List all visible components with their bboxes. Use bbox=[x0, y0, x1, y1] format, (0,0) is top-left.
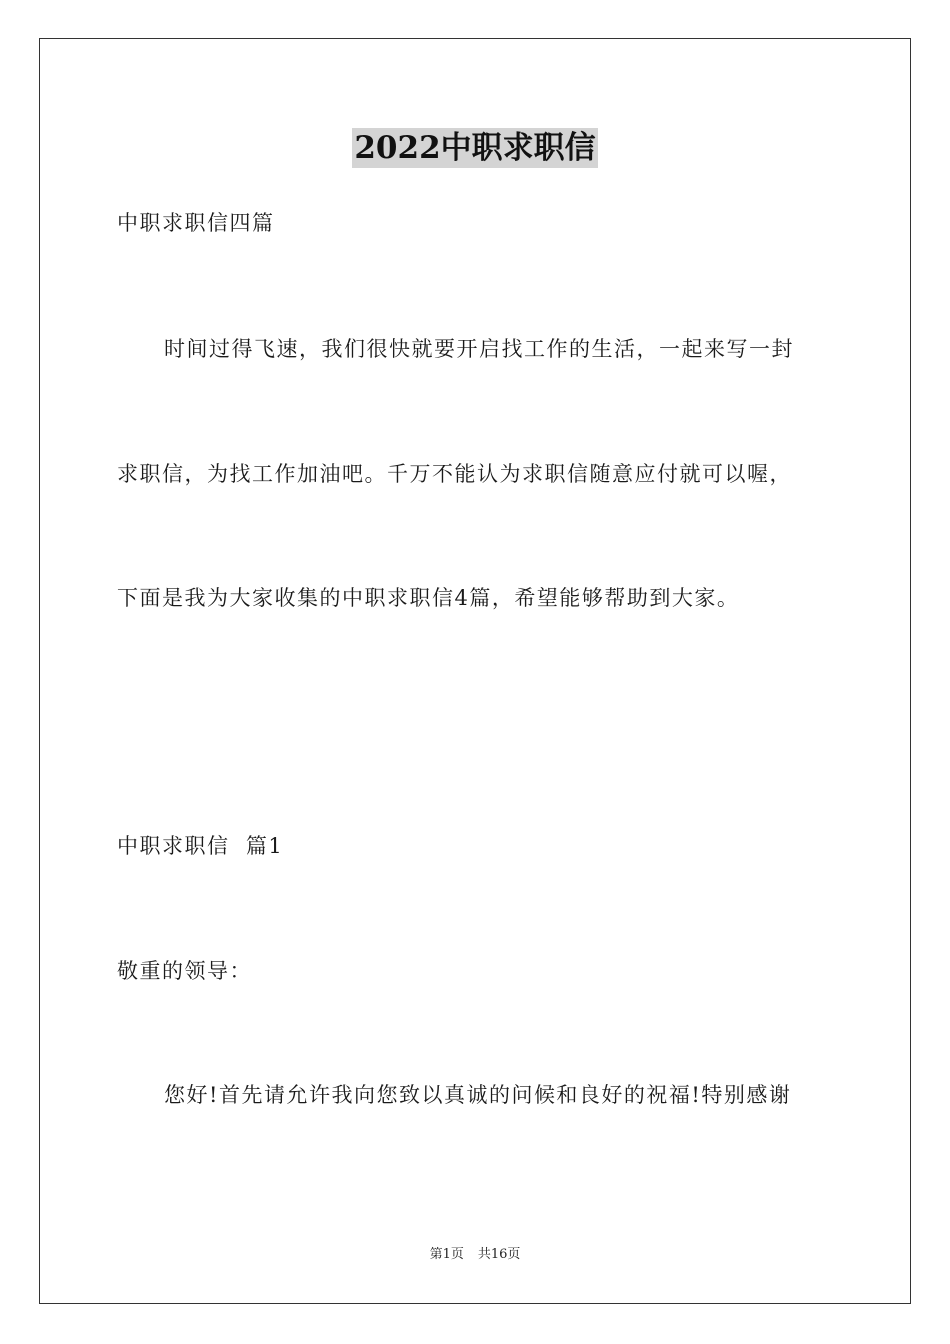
intro-line-2: 求职信，为找工作加油吧。千万不能认为求职信随意应付就可以喔， bbox=[117, 462, 792, 486]
page-total: 共16页 bbox=[477, 1247, 521, 1262]
page-footer bbox=[0, 1246, 950, 1264]
intro-line-3: 下面是我为大家收集的中职求职信4篇，希望能够帮助到大家。 bbox=[117, 586, 740, 610]
document-title: 2022中职求职信 bbox=[354, 130, 596, 166]
body-paragraph-line: 您好!首先请允许我向您致以真诚的问候和良好的祝福!特别感谢 bbox=[164, 1083, 792, 1107]
title-container bbox=[0, 128, 950, 168]
document-subtitle: 中职求职信四篇 bbox=[117, 211, 275, 235]
salutation: 敬重的领导： bbox=[117, 959, 252, 983]
section-heading: 中职求职信 篇1 bbox=[117, 834, 284, 858]
intro-line-1: 时间过得飞速，我们很快就要开启找工作的生活，一起来写一封 bbox=[164, 337, 794, 361]
page-number: 第1页 bbox=[429, 1247, 464, 1262]
